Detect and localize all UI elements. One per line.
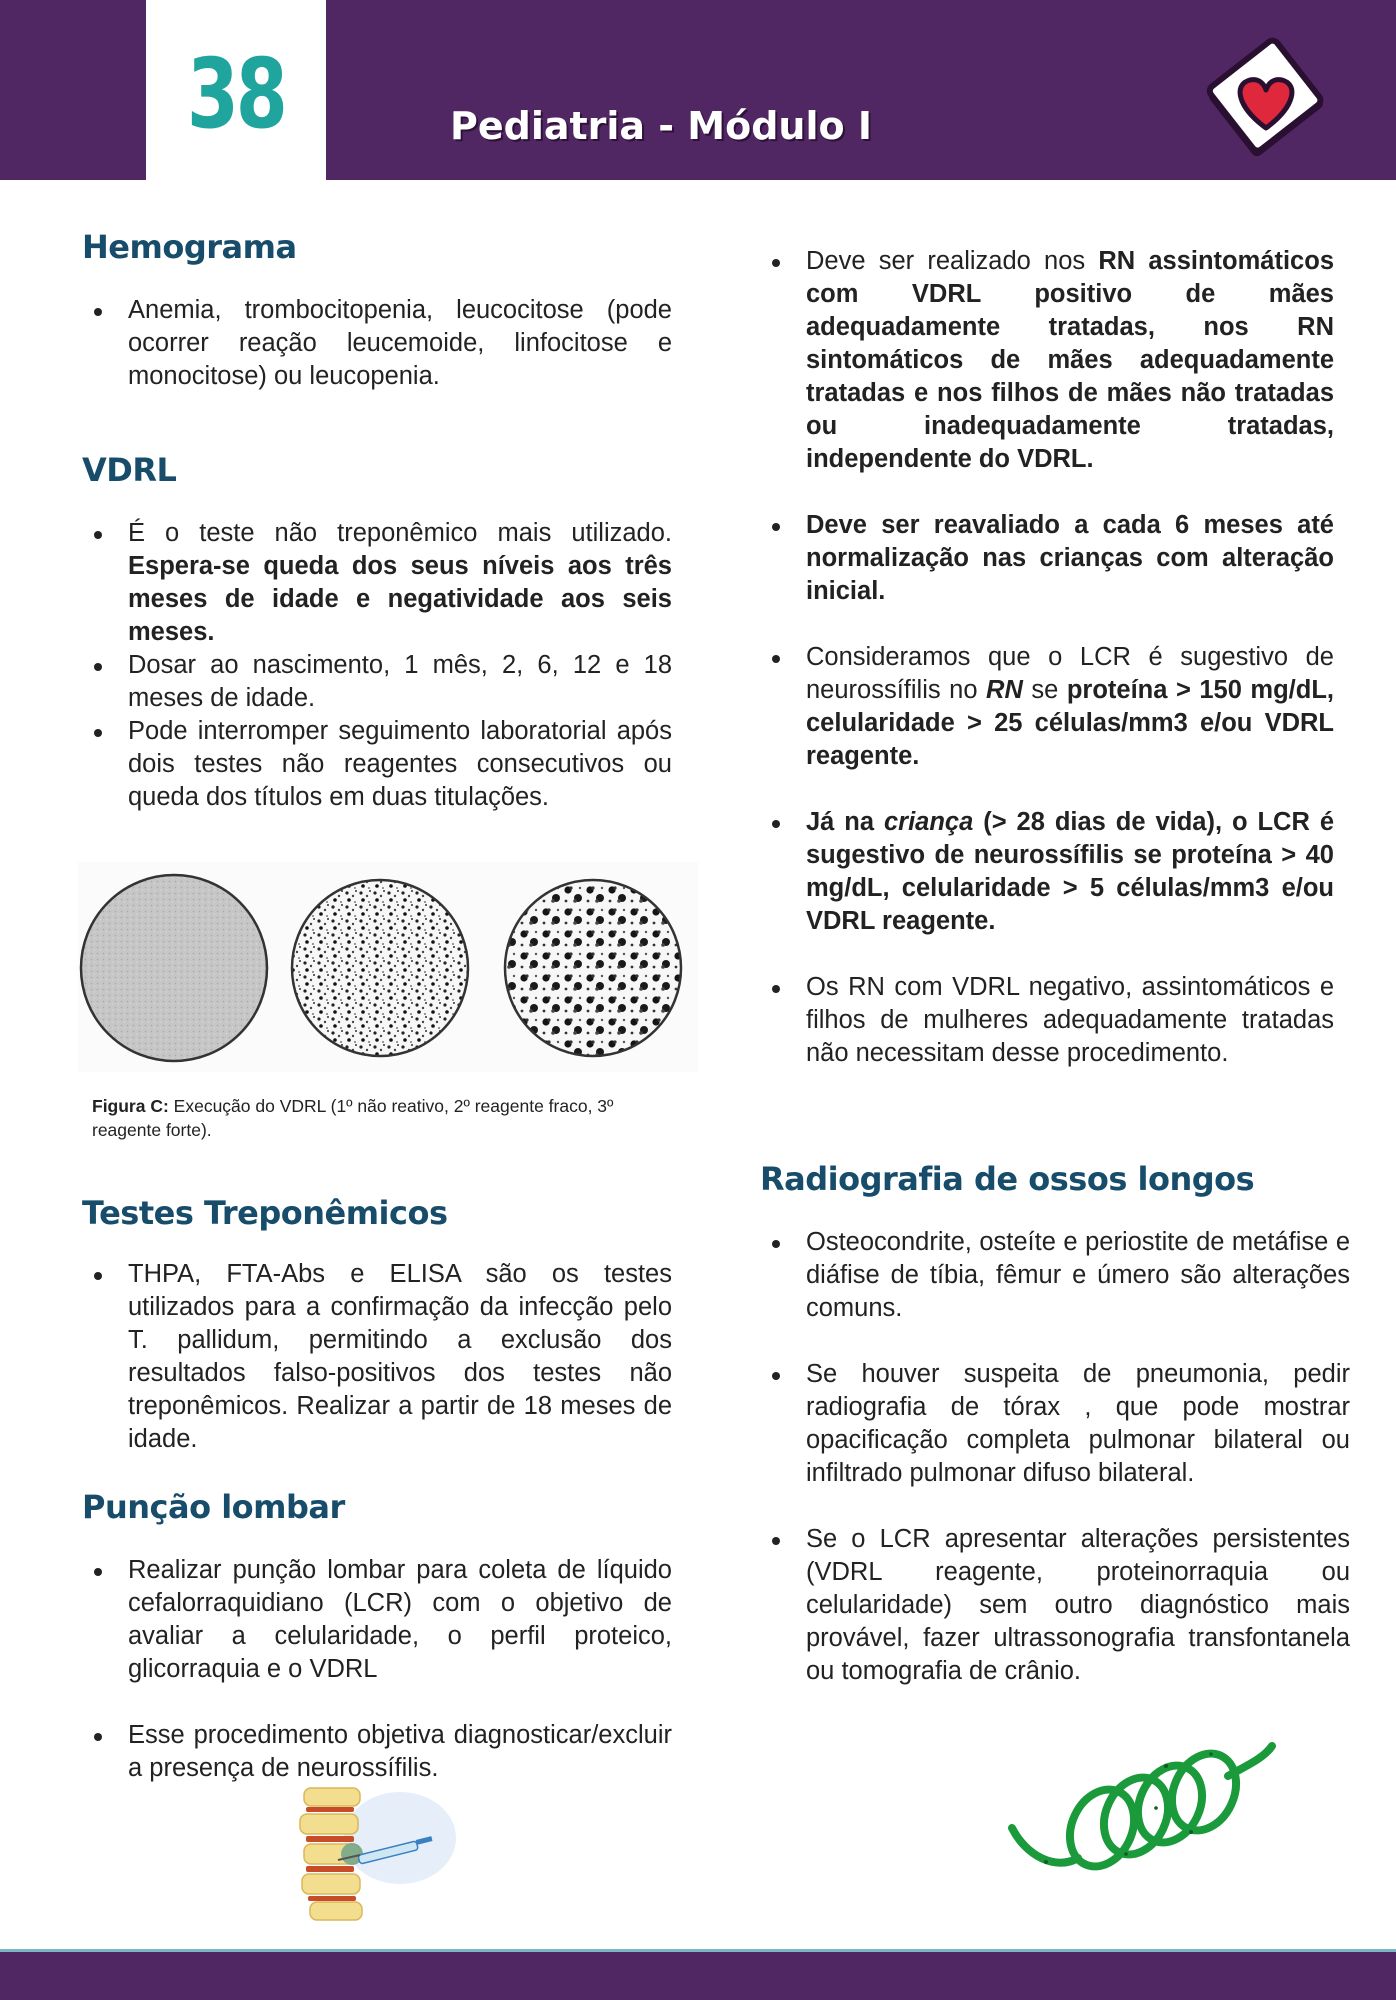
list-item: Se houver suspeita de pneumonia, pedir radiografia de tórax , que pode mostrar opacificação completa pulmonar bilateral ou infiltrado pulmonar difuso bilateral.: [760, 1358, 1350, 1490]
left-column-lower: [82, 1194, 672, 1785]
list-item: Deve ser reavaliado a cada 6 meses até normalização nas crianças com alteração inicial.: [760, 509, 1334, 608]
list-item: Dosar ao nascimento, 1 mês, 2, 6, 12 e 18 meses de idade.: [82, 649, 672, 715]
slide-circle-weak-reagent: [292, 880, 468, 1056]
heart-card-icon: [1196, 36, 1336, 164]
section-title-puncao-lombar: Punção lombar: [82, 1488, 345, 1526]
page-footer: [0, 1949, 1396, 2000]
right-column-lower: [760, 1160, 1350, 1688]
list-item: Esse procedimento objetiva diagnosticar/excluir a presença de neurossífilis.: [82, 1719, 672, 1785]
slide-circle-strong-reagent: [505, 880, 681, 1056]
page-number: 38: [187, 38, 285, 150]
item-text: É o teste não treponêmico mais utilizado.: [128, 519, 672, 547]
section-title-radiografia: Radiografia de ossos longos: [760, 1160, 1255, 1198]
item-bold-text: Espera-se queda dos seus níveis aos três meses de idade e negatividade aos seis meses.: [128, 552, 672, 646]
list-item: Realizar punção lombar para coleta de líquido cefalorraquidiano (LCR) com o objetivo de avaliar a celularidade, o perfil proteico, glicorraquia e o VDRL: [82, 1554, 672, 1686]
radiografia-list: [760, 1226, 1350, 1688]
list-item: Os RN com VDRL negativo, assintomáticos e filhos de mulheres adequadamente tratadas não necessitam desse procedimento.: [760, 971, 1334, 1070]
item-text: Consideramos que o LCR é sugestivo de neurossífilis no: [806, 643, 1334, 704]
item-bold-text: RN assintomáticos com VDRL positivo de mães adequadamente tratadas, nos RN sintomáticos de mães adequadamente tratadas e nos filhos de mães não tratadas ou inadequadamente tratadas, independente do VDRL.: [806, 247, 1334, 473]
slide-circle-non-reactive: [81, 875, 267, 1061]
vdrl-slide-figure: [78, 862, 698, 1072]
list-item: [760, 641, 1334, 773]
page-header: [0, 0, 1396, 180]
right-column: [760, 245, 1334, 1070]
list-item: [82, 517, 672, 649]
figure-caption: [92, 1094, 672, 1142]
item-text: (> 28 dias de vida), o LCR é sugestivo de neurossífilis se proteína > 40 mg/dL, celularidade > 5 células/mm3 e/ou VDRL reagente.: [806, 808, 1334, 935]
puncao-list: [82, 1554, 672, 1785]
page-number-box: [146, 0, 326, 180]
left-column: [82, 228, 672, 814]
item-text: Deve ser realizado nos: [806, 247, 1099, 275]
list-item: Osteocondrite, osteíte e periostite de metáfise e diáfise de tíbia, fêmur e úmero são alterações comuns.: [760, 1226, 1350, 1325]
treponema-spiral-icon: [1006, 1736, 1276, 1886]
list-item: Anemia, trombocitopenia, leucocitose (pode ocorrer reação leucemoide, linfocitose e monocitose) ou leucopenia.: [82, 294, 672, 393]
section-title-hemograma: Hemograma: [82, 228, 297, 266]
module-title: Pediatria - Módulo I: [450, 104, 872, 148]
figure-caption-label: Figura C:: [92, 1096, 169, 1116]
item-bold-text: proteína > 150 mg/dL, celularidade > 25 células/mm3 e/ou VDRL reagente.: [806, 676, 1334, 770]
list-item: [760, 806, 1334, 938]
item-text: Já na: [806, 808, 884, 836]
section-title-treponemicos: Testes Treponêmicos: [82, 1194, 448, 1232]
figure-caption-text: Execução do VDRL (1º não reativo, 2º reagente fraco, 3º reagente forte).: [92, 1096, 614, 1140]
lumbar-puncture-spine-icon: [296, 1784, 466, 1924]
vdrl-list: [82, 517, 672, 814]
hemograma-list: [82, 294, 672, 393]
item-italic-text: criança: [883, 808, 974, 836]
list-item: Se o LCR apresentar alterações persistentes (VDRL reagente, proteinorraquia ou celularidade) sem outro diagnóstico mais provável, fazer ultrassonografia transfontanela ou tomografia de crânio.: [760, 1523, 1350, 1688]
item-bold-italic-text: RN: [986, 676, 1023, 704]
treponemicos-list: [82, 1258, 672, 1456]
list-item: Pode interromper seguimento laboratorial após dois testes não reagentes consecutivos ou queda dos títulos em duas titulações.: [82, 715, 672, 814]
list-item: THPA, FTA-Abs e ELISA são os testes utilizados para a confirmação da infecção pelo T. pallidum, permitindo a exclusão dos resultados falso-positivos dos testes não treponêmicos. Realizar a partir de 18 meses de idade.: [82, 1258, 672, 1456]
lcr-list: [760, 245, 1334, 1070]
item-text: se: [1022, 676, 1067, 704]
section-title-vdrl: VDRL: [82, 451, 177, 489]
list-item: [760, 245, 1334, 476]
